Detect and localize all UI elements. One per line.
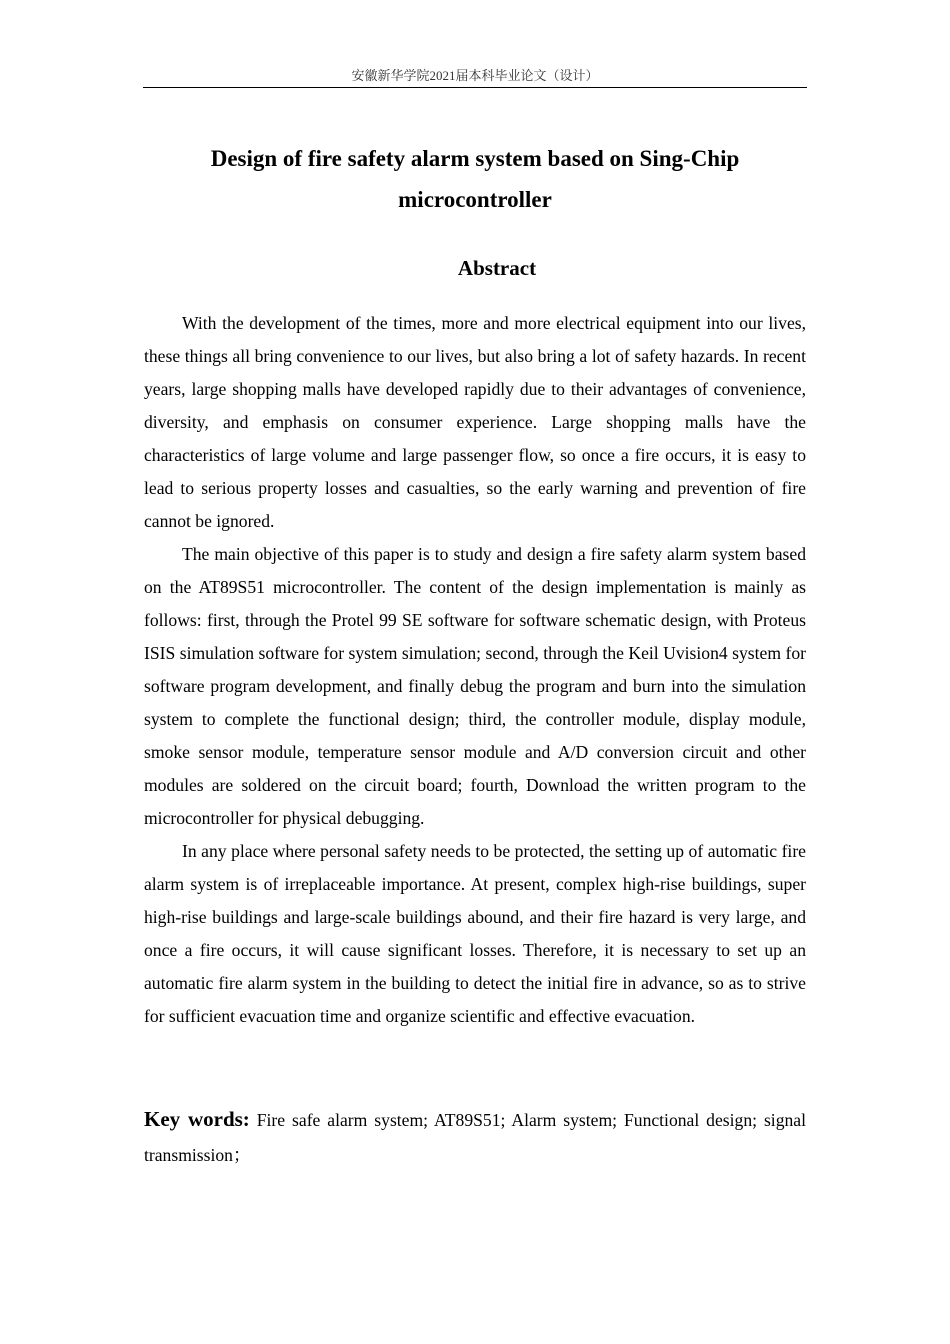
- paper-title: [143, 138, 807, 220]
- abstract-paragraph-3: In any place where personal safety needs to be protected, the setting up of automatic fire alarm system is of irreplaceable importance. At present, complex high-rise buildings, super high-rise buildings and large-scale buildings abound, and their fire hazard is very large, and once a fire occurs, it will cause significant losses. Therefore, it is necessary to set up an automatic fire alarm system in the building to detect the initial fire in advance, so as to strive for sufficient evacuation time and organize scientific and effective evacuation.: [144, 841, 806, 1026]
- abstract-paragraph-1: With the development of the times, more and more electrical equipment into our lives, these things all bring convenience to our lives, but also bring a lot of safety hazards. In recent years, large shopping malls have developed rapidly due to their advantages of convenience, diversity, and emphasis on consumer experience. Large shopping malls have the characteristics of large volume and large passenger flow, so once a fire occurs, it is easy to lead to serious property losses and casualties, so the early warning and prevention of fire cannot be ignored.: [144, 313, 806, 531]
- keywords: [144, 1102, 806, 1173]
- paper-title-line-1: Design of fire safety alarm system based on Sing-Chip: [210, 146, 740, 171]
- abstract-paragraph-2: The main objective of this paper is to study and design a fire safety alarm system based on the AT89S51 microcontroller. The content of the design implementation is mainly as follows: first, through the Protel 99 SE software for software schematic design, with Proteus ISIS simulation software for system simulation; second, through the Keil Uvision4 system for software program development, and finally debug the program and burn into the simulation system to complete the functional design; third, the controller module, display module, smoke sensor module, temperature sensor module and A/D conversion circuit and other modules are soldered on the circuit board; fourth, Download the written program to the microcontroller for physical debugging.: [144, 544, 806, 828]
- running-header: 安徽新华学院2021届本科毕业论文（设计）: [143, 66, 807, 88]
- abstract-heading: Abstract: [457, 256, 537, 280]
- keywords-label: Key words:: [144, 1107, 250, 1131]
- paper-title-line-2: microcontroller: [398, 187, 552, 212]
- abstract-body: [144, 307, 806, 1033]
- keywords-text: Fire safe alarm system; AT89S51; Alarm system; Functional design; signal transmission；: [144, 1110, 806, 1165]
